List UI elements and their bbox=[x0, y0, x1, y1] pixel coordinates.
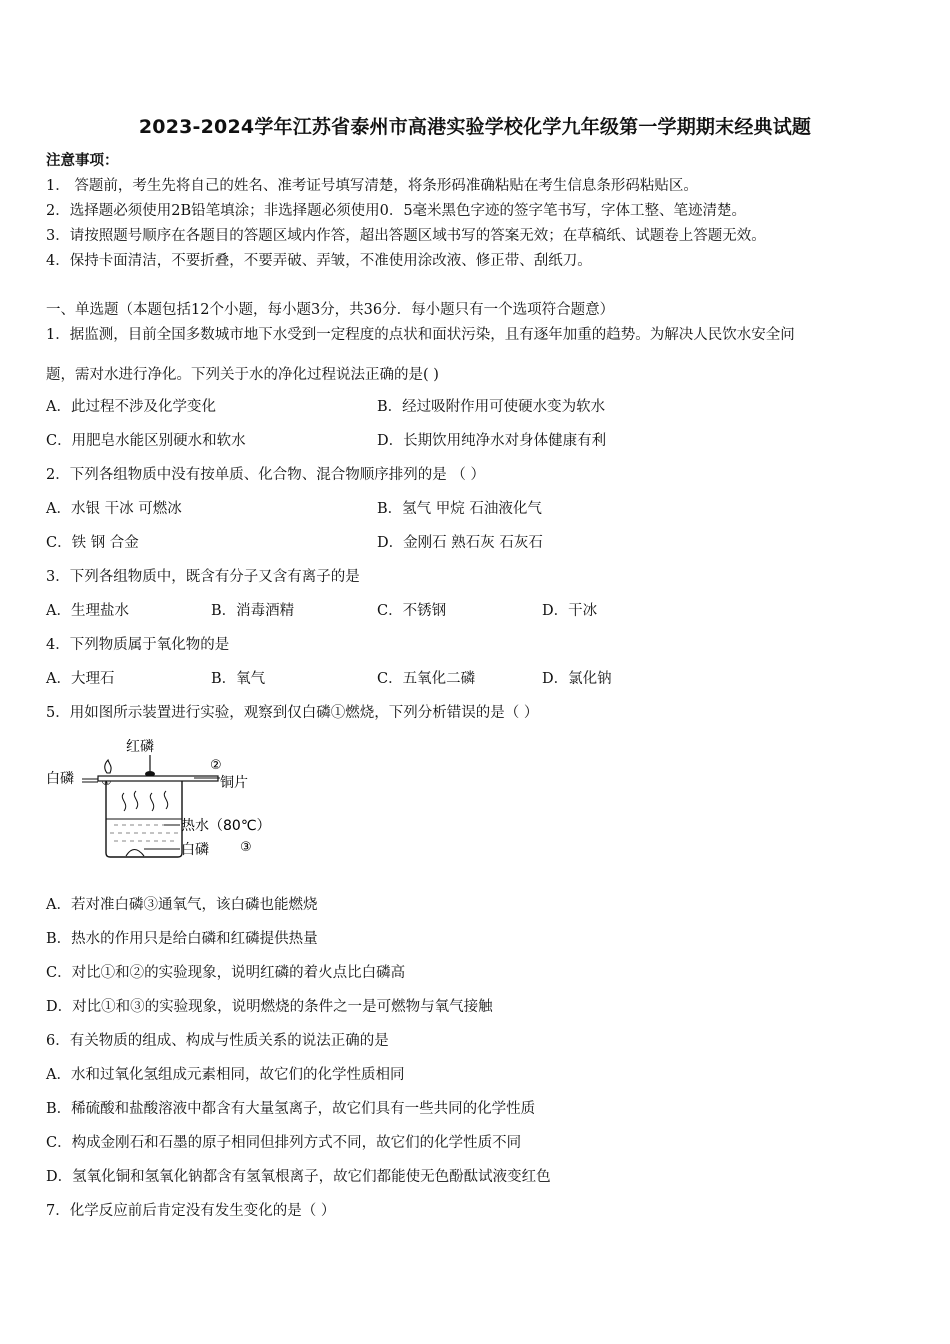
q6-option-d: D．氢氧化铜和氢氧化钠都含有氢氧根离子，故它们都能使无色酚酞试液变红色 bbox=[46, 1169, 551, 1185]
section-heading: 一、单选题（本题包括12个小题，每小题3分，共36分．每小题只有一个选项符合题意） bbox=[46, 302, 615, 318]
q1-option-d: D．长期饮用纯净水对身体健康有利 bbox=[377, 433, 607, 449]
q3-option-c: C．不锈钢 bbox=[377, 603, 447, 619]
hot-water-label: 热水（80℃） bbox=[181, 818, 271, 834]
q1-option-c: C．用肥皂水能区别硬水和软水 bbox=[46, 433, 246, 449]
q5-option-b: B．热水的作用只是给白磷和红磷提供热量 bbox=[46, 931, 318, 947]
q4-option-b: B．氧气 bbox=[211, 671, 266, 687]
question-7-stem: 7．化学反应前后肯定没有发生变化的是（ ） bbox=[46, 1203, 336, 1219]
question-1-stem: 1．据监测，目前全国多数城市地下水受到一定程度的点状和面状污染，且有逐年加重的趋势。为解决人民饮水安全问 bbox=[46, 327, 795, 343]
notice-heading: 注意事项： bbox=[46, 152, 119, 169]
q3-option-d: D．干冰 bbox=[542, 603, 598, 619]
q2-option-b: B．氢气 甲烷 石油液化气 bbox=[377, 501, 542, 517]
q4-option-d: D．氯化钠 bbox=[542, 671, 612, 687]
q3-option-a: A．生理盐水 bbox=[46, 603, 129, 619]
question-5-stem: 5．用如图所示装置进行实验，观察到仅白磷①燃烧，下列分析错误的是（ ） bbox=[46, 705, 539, 721]
notice-item: 2．选择题必须使用2B铅笔填涂；非选择题必须使用0．5毫米黑色字迹的签字笔书写，字体工整、笔迹清楚。 bbox=[46, 203, 747, 219]
q2-option-a: A．水银 干冰 可燃冰 bbox=[46, 501, 182, 517]
q4-option-a: A．大理石 bbox=[46, 671, 115, 687]
question-3-stem: 3．下列各组物质中，既含有分子又含有离子的是 bbox=[46, 569, 360, 585]
question-6-stem: 6．有关物质的组成、构成与性质关系的说法正确的是 bbox=[46, 1033, 389, 1049]
q2-option-d: D．金刚石 熟石灰 石灰石 bbox=[377, 535, 543, 551]
q1-option-b: B．经过吸附作用可使硬水变为软水 bbox=[377, 399, 606, 415]
white-phosphorus-label-bottom: 白磷 bbox=[181, 842, 209, 858]
red-phosphorus-label: 红磷 bbox=[126, 739, 154, 755]
notice-item: 3．请按照题号顺序在各题目的答题区域内作答，超出答题区域书写的答案无效；在草稿纸、试题卷上答题无效。 bbox=[46, 228, 766, 244]
q6-option-c: C．构成金刚石和石墨的原子相同但排列方式不同，故它们的化学性质不同 bbox=[46, 1135, 522, 1151]
question-4-stem: 4．下列物质属于氧化物的是 bbox=[46, 637, 230, 653]
copper-sheet-label: 铜片 bbox=[220, 775, 248, 791]
q5-option-a: A．若对准白磷③通氧气，该白磷也能燃烧 bbox=[46, 897, 318, 913]
page-title: 2023-2024学年江苏省泰州市高港实验学校化学九年级第一学期期末经典试题 bbox=[138, 116, 812, 138]
q6-option-a: A．水和过氧化氢组成元素相同，故它们的化学性质相同 bbox=[46, 1067, 405, 1083]
white-phosphorus-label-left: 白磷 bbox=[46, 771, 74, 787]
q5-option-c: C．对比①和②的实验现象，说明红磷的着火点比白磷高 bbox=[46, 965, 406, 981]
question-2-stem: 2．下列各组物质中没有按单质、化合物、混合物顺序排列的是 （ ） bbox=[46, 467, 485, 483]
q3-option-b: B．消毒酒精 bbox=[211, 603, 295, 619]
combustion-apparatus-diagram bbox=[44, 735, 284, 865]
question-1-stem-cont: 题，需对水进行净化。下列关于水的净化过程说法正确的是( ) bbox=[46, 367, 439, 383]
experiment-figure bbox=[44, 735, 284, 865]
q5-option-d: D．对比①和③的实验现象，说明燃烧的条件之一是可燃物与氧气接触 bbox=[46, 999, 493, 1015]
label-num-2: ② bbox=[210, 758, 222, 773]
q1-option-a: A．此过程不涉及化学变化 bbox=[46, 399, 216, 415]
q2-option-c: C．铁 钢 合金 bbox=[46, 535, 139, 551]
flame-icon bbox=[105, 760, 111, 773]
label-num-3: ③ bbox=[240, 840, 252, 855]
notice-item: 1． 答题前，考生先将自己的姓名、准考证号填写清楚，将条形码准确粘贴在考生信息条形码粘贴区。 bbox=[46, 178, 698, 194]
notice-item: 4．保持卡面清洁，不要折叠，不要弄破、弄皱，不准使用涂改液、修正带、刮纸刀。 bbox=[46, 253, 592, 269]
white-phosphorus-underwater bbox=[126, 850, 144, 857]
q6-option-b: B．稀硫酸和盐酸溶液中都含有大量氢离子，故它们具有一些共同的化学性质 bbox=[46, 1101, 536, 1117]
q4-option-c: C．五氧化二磷 bbox=[377, 671, 476, 687]
